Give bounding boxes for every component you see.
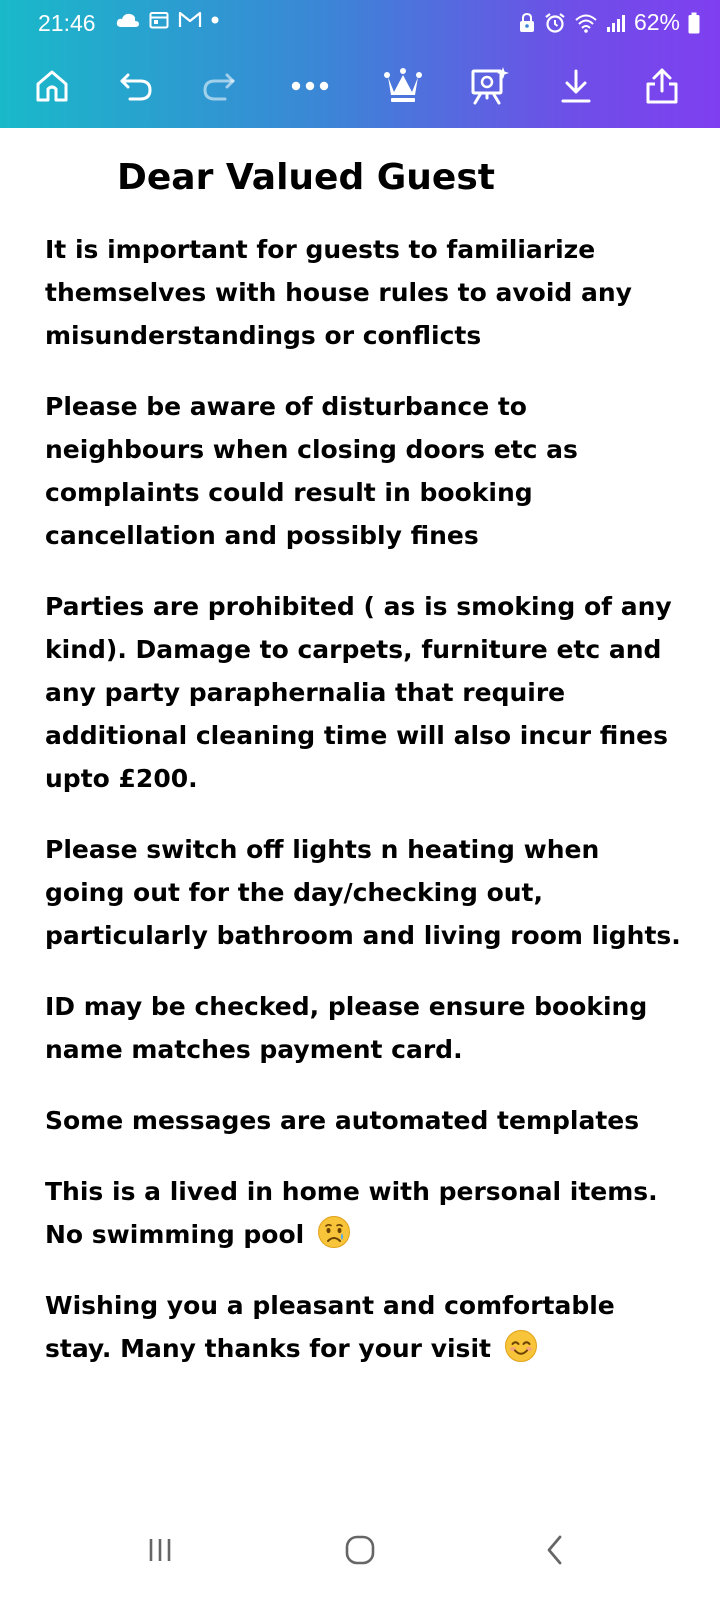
cloud-icon <box>116 12 140 28</box>
undo-icon <box>118 69 154 103</box>
more-icon <box>290 80 330 92</box>
wifi-icon <box>574 13 598 33</box>
crying-face-icon <box>317 1215 351 1249</box>
home-button[interactable] <box>24 58 80 114</box>
paragraph-lived-in-text: This is a lived in home with personal items. No swimming pool <box>45 1177 658 1249</box>
home-nav-button[interactable] <box>330 1526 390 1578</box>
recent-apps-button[interactable] <box>130 1526 190 1578</box>
gmail-icon <box>178 11 202 29</box>
back-button[interactable] <box>525 1526 585 1578</box>
paragraph-automated[interactable]: Some messages are automated templates <box>45 1106 640 1135</box>
document-title[interactable]: Dear Valued Guest <box>117 157 495 198</box>
battery-icon <box>688 12 700 34</box>
status-left-icons <box>116 11 219 29</box>
home-button-icon <box>344 1534 376 1570</box>
premium-button[interactable] <box>375 58 431 114</box>
editor-toolbar <box>0 58 720 114</box>
battery-percent: 62% <box>633 9 680 35</box>
crown-icon <box>383 67 423 105</box>
download-icon <box>559 68 593 104</box>
lock-icon <box>518 13 536 33</box>
back-icon <box>544 1534 566 1570</box>
paragraph-wishing-text: Wishing you a pleasant and comfortable stay. Many thanks for your visit <box>45 1291 615 1363</box>
share-button[interactable] <box>634 58 690 114</box>
document-page <box>45 150 685 1398</box>
paragraph-house-rules[interactable]: It is important for guests to familiarize themselves with house rules to avoid any misunderstandings or conflicts <box>45 235 632 350</box>
home-icon <box>33 67 71 105</box>
redo-button[interactable] <box>191 58 247 114</box>
dot-icon <box>211 16 219 24</box>
paragraph-lights[interactable]: Please switch off lights n heating when going out for the day/checking out, particularly bathroom and living room lights. <box>45 835 681 950</box>
alarm-icon <box>544 12 566 34</box>
recent-apps-icon <box>147 1536 173 1568</box>
more-button[interactable] <box>282 58 338 114</box>
app-header <box>0 0 720 128</box>
status-bar <box>0 0 720 46</box>
status-right-icons <box>518 9 700 36</box>
status-time: 21:46 <box>38 10 96 36</box>
signal-icon <box>606 13 626 33</box>
redo-icon <box>201 69 237 103</box>
present-icon <box>469 65 511 107</box>
present-button[interactable] <box>462 58 518 114</box>
paragraph-lived-in[interactable] <box>45 1170 685 1256</box>
undo-button[interactable] <box>108 58 164 114</box>
calendar-icon <box>149 11 169 29</box>
smiling-face-icon <box>504 1329 538 1363</box>
paragraph-wishing[interactable] <box>45 1284 685 1370</box>
system-nav-bar <box>0 1512 720 1592</box>
paragraph-parties[interactable]: Parties are prohibited ( as is smoking of any kind). Damage to carpets, furniture etc and any party paraphernalia that require additional cleaning time will also incur fines upto £200. <box>45 592 672 793</box>
paragraph-id-check[interactable]: ID may be checked, please ensure booking name matches payment card. <box>45 992 648 1064</box>
share-icon <box>644 67 680 105</box>
paragraph-disturbance[interactable]: Please be aware of disturbance to neighbours when closing doors etc as complaints could result in booking cancellation and possibly fines <box>45 392 578 550</box>
download-button[interactable] <box>548 58 604 114</box>
